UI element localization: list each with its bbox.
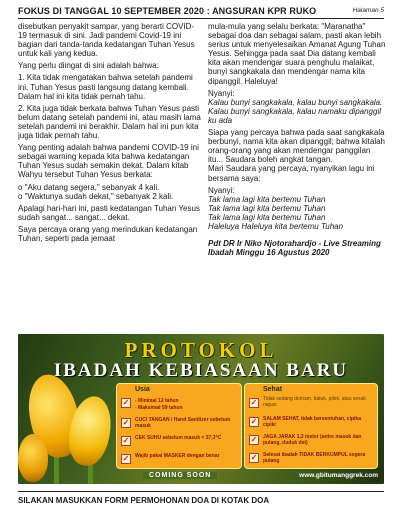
protocol-item: SALAM SEHAT, tidak bersentuhan, cipika cipiki xyxy=(263,416,361,428)
left-bullet: o "Aku datang segera," sebanyak 4 kali. xyxy=(18,182,160,192)
nyanyi-label: Nyanyi: xyxy=(208,88,235,98)
protocol-poster xyxy=(18,334,384,484)
left-paragraph: Saya percaya orang yang merindukan kedatangan Tuhan, seperti pada jemaat xyxy=(18,224,198,243)
nyanyi-label: Nyanyi: xyxy=(208,185,235,195)
left-paragraph: disebutkan penyakit sampar, yang berarti COVID-19 termasuk di sini. Jadi pandemi Covid-19 ini bagian dari tanda-tanda kedatangan Tuhan Yesus untuk kali yang kedua. xyxy=(18,22,195,59)
song-line: Tak lama lagi kita bertemu Tuhan xyxy=(208,203,326,213)
left-column xyxy=(18,22,201,246)
website-url: www.gbitumanggrek.com xyxy=(299,472,378,479)
protocol-item: CEK SUHU sebelum masuk < 37,3°C xyxy=(135,435,222,441)
song-line: Tak lama lagi kita bertemu Tuhan xyxy=(208,194,326,204)
right-column xyxy=(208,22,386,260)
left-bullet: o "Waktunya sudah dekat," sebanyak 2 kali. xyxy=(18,191,174,201)
protocol-box-right xyxy=(244,383,378,469)
right-paragraph: Mari Saudara yang percaya, nyanyikan lagu ini bersama saya: xyxy=(208,164,375,183)
tulip-flower xyxy=(18,434,48,482)
box-heading: Sehat xyxy=(263,386,283,393)
checkbox-icon: ✓ xyxy=(250,435,258,444)
left-paragraph: Yang perlu diingat di sini adalah bahwa: xyxy=(18,61,159,71)
poster-subtitle: IBADAH KEBIASAAN BARU xyxy=(53,360,349,381)
song-line: Kalau bunyi sangkakala, kalau namaku dipanggil ku ada xyxy=(208,106,382,125)
protocol-item: - Minimal 12 tahun xyxy=(135,398,179,404)
page-header xyxy=(18,5,384,19)
poster-title: PROTOKOL xyxy=(124,338,278,362)
checkbox-icon: ✓ xyxy=(122,418,130,427)
protocol-item: Wajib pakai MASKER dengan benar xyxy=(135,453,220,459)
song-line: Tak lama lagi kita bertemu Tuhan xyxy=(208,212,326,222)
protocol-item: JAGA JARAK 1,2 meter (antre masuk dan pulang, duduk dst) xyxy=(263,434,362,446)
protocol-item: CUCI TANGAN / Hand Sanitizer sebelum masuk xyxy=(135,417,231,429)
right-paragraph: mula-mula yang selalu berkata: "Maranatha" sebagai doa dan sebagai salam, pasti akan lebih serius untuk menyelesaikan Amanat Agung Tuhan Yesus. Sehingga pada saat Dia datang kembali kita akan mendengar suara penghulu malaikat, bunyi sangkakala dan mendengar nama kita dipanggil. Haleluya! xyxy=(208,22,386,86)
header-title: FOKUS DI TANGGAL 10 SEPTEMBER 2020 : ANGSURAN KPR RUKO xyxy=(18,6,317,16)
protocol-item: - Maksimal 59 tahun xyxy=(135,405,183,411)
song-line: Kalau bunyi sangkakala, kalau bunyi sangkakala. xyxy=(208,97,383,107)
coming-soon-banner: COMING SOON xyxy=(143,472,217,479)
left-paragraph: 2. Kita juga tidak berkata bahwa Tuhan Yesus pasti belum datang setelah pandemi ini, atau masih lama setelah pandemi ini berakhir. Dalam hal ini pun kita juga tidak pernah tahu. xyxy=(18,103,201,141)
song-line: Haleluya Haleluya kita bertemu Tuhan xyxy=(208,221,344,231)
checkbox-icon: ✓ xyxy=(122,398,130,407)
checkbox-icon: ✓ xyxy=(250,453,258,462)
page-footer: SILAKAN MASUKKAN FORM PERMOHONAN DOA DI KOTAK DOA xyxy=(18,491,384,505)
left-paragraph: Yang penting adalah bahwa pandemi COVID-19 ini sebagai warning kepada kita bahwa kedatangan Tuhan Yesus sudah semakin dekat. Dalam kitab Wahyu tersebut Tuhan Yesus berkata: xyxy=(18,143,199,180)
protocol-item: Tidak sedang demam, batuk, pilek, atau sesak napas xyxy=(263,396,366,408)
checkbox-icon: ✓ xyxy=(122,436,130,445)
checkbox-icon: ✓ xyxy=(250,398,258,407)
protocol-item: Selesai ibadah TIDAK BERKUMPUL segera pulang xyxy=(263,452,366,464)
left-paragraph: Apalagi hari-hari ini, pasti kedatangan Tuhan Yesus sudah sangat... sangat... dekat. xyxy=(18,203,200,222)
checkbox-icon: ✓ xyxy=(250,417,258,426)
protocol-box-left xyxy=(116,383,242,469)
box-heading: Usia xyxy=(135,386,150,393)
author-signature: Pdt DR Ir Niko Njotorahardjo - Live Streaming Ibadah Minggu 16 Agustus 2020 xyxy=(208,239,381,258)
checkbox-icon: ✓ xyxy=(122,454,130,463)
left-paragraph: 1. Kita tidak mengatakan bahwa setelah pandemi ini, Tuhan Yesus pasti langsung datang kembali. Dalam hal ini kita tidak pernah tahu. xyxy=(18,73,193,101)
page-number: Halaman 5 xyxy=(352,7,384,14)
right-paragraph: Siapa yang percaya bahwa pada saat sangkakala berbunyi, nama kita akan dipanggil; bahwa kitalah orang-orang yang akan mendengar panggilan itu... Saudara boleh angkat tangan. xyxy=(208,128,386,165)
